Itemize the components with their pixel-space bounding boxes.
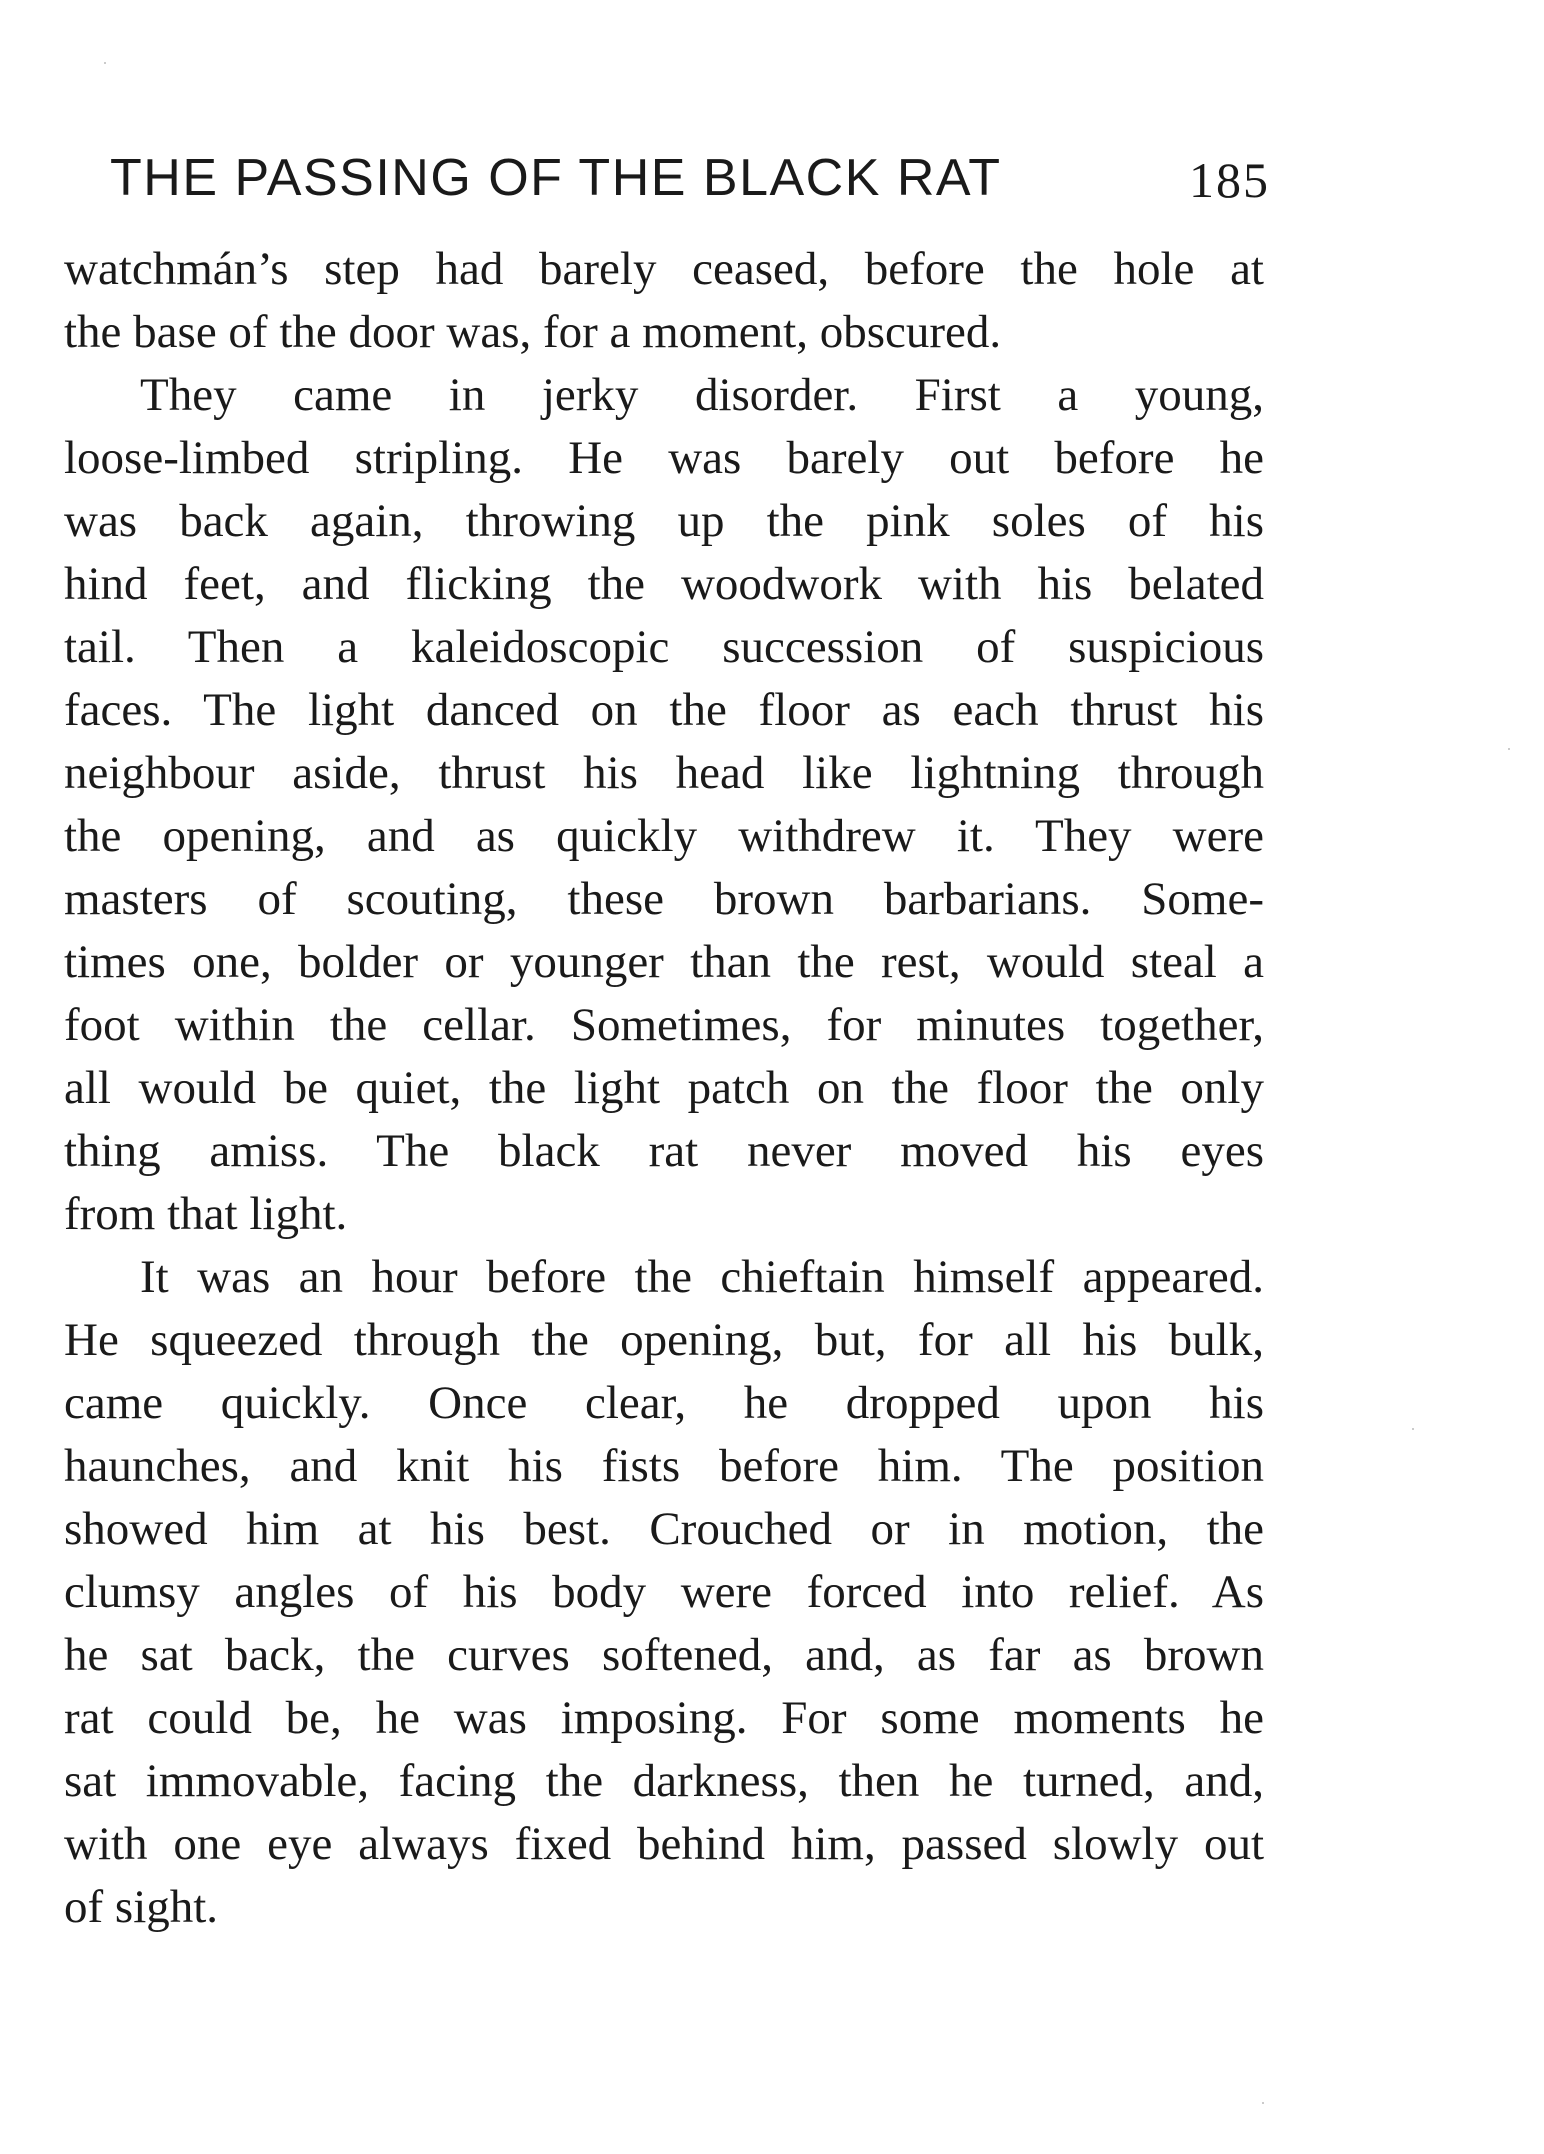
text-line: watchmán’s step had barely ceased, before the hole at <box>64 243 1264 295</box>
text-line: They came in jerky disorder. First a young, <box>140 369 1264 421</box>
text-line: haunches, and knit his fists before him. The position <box>64 1440 1264 1492</box>
running-head <box>110 138 1270 218</box>
paper-speck <box>104 62 106 64</box>
paragraph-3 <box>64 1246 1264 1939</box>
text-line: he sat back, the curves softened, and, as far as brown <box>64 1629 1264 1681</box>
text-line: with one eye always fixed behind him, passed slowly out <box>64 1818 1264 1870</box>
text-line: all would be quiet, the light patch on the floor the only <box>64 1062 1264 1114</box>
paragraph-2 <box>64 364 1264 1246</box>
text-line: He squeezed through the opening, but, for all his bulk, <box>64 1314 1264 1366</box>
text-line: loose-limbed stripling. He was barely out before he <box>64 432 1264 484</box>
text-line: masters of scouting, these brown barbarians. Some- <box>64 873 1264 925</box>
text-line: rat could be, he was imposing. For some moments he <box>64 1692 1264 1744</box>
text-line: showed him at his best. Crouched or in motion, the <box>64 1503 1264 1555</box>
text-line: the base of the door was, for a moment, obscured. <box>64 306 1002 358</box>
paper-speck <box>1508 748 1510 750</box>
text-line: faces. The light danced on the floor as each thrust his <box>64 684 1264 736</box>
text-line: the opening, and as quickly withdrew it. They were <box>64 810 1264 862</box>
paper-speck <box>1412 1428 1414 1430</box>
paper-speck <box>1262 2102 1264 2104</box>
paragraph-1 <box>64 238 1264 364</box>
text-line: sat immovable, facing the darkness, then he turned, and, <box>64 1755 1264 1807</box>
body-text <box>64 238 1264 1939</box>
text-line: was back again, throwing up the pink soles of his <box>64 495 1264 547</box>
text-line: came quickly. Once clear, he dropped upon his <box>64 1377 1264 1429</box>
running-title: THE PASSING OF THE BLACK RAT <box>110 149 1002 207</box>
text-line: of sight. <box>64 1881 219 1933</box>
text-line: It was an hour before the chieftain himself appeared. <box>140 1251 1264 1303</box>
page-number: 185 <box>1189 152 1270 208</box>
text-line: tail. Then a kaleidoscopic succession of suspicious <box>64 621 1264 673</box>
text-line: from that light. <box>64 1188 348 1240</box>
text-line: hind feet, and flicking the woodwork with his belated <box>64 558 1264 610</box>
text-line: thing amiss. The black rat never moved his eyes <box>64 1125 1264 1177</box>
text-line: neighbour aside, thrust his head like lightning through <box>64 747 1264 799</box>
text-line: clumsy angles of his body were forced into relief. As <box>64 1566 1264 1618</box>
text-line: foot within the cellar. Sometimes, for minutes together, <box>64 999 1264 1051</box>
text-line: times one, bolder or younger than the rest, would steal a <box>64 936 1264 988</box>
